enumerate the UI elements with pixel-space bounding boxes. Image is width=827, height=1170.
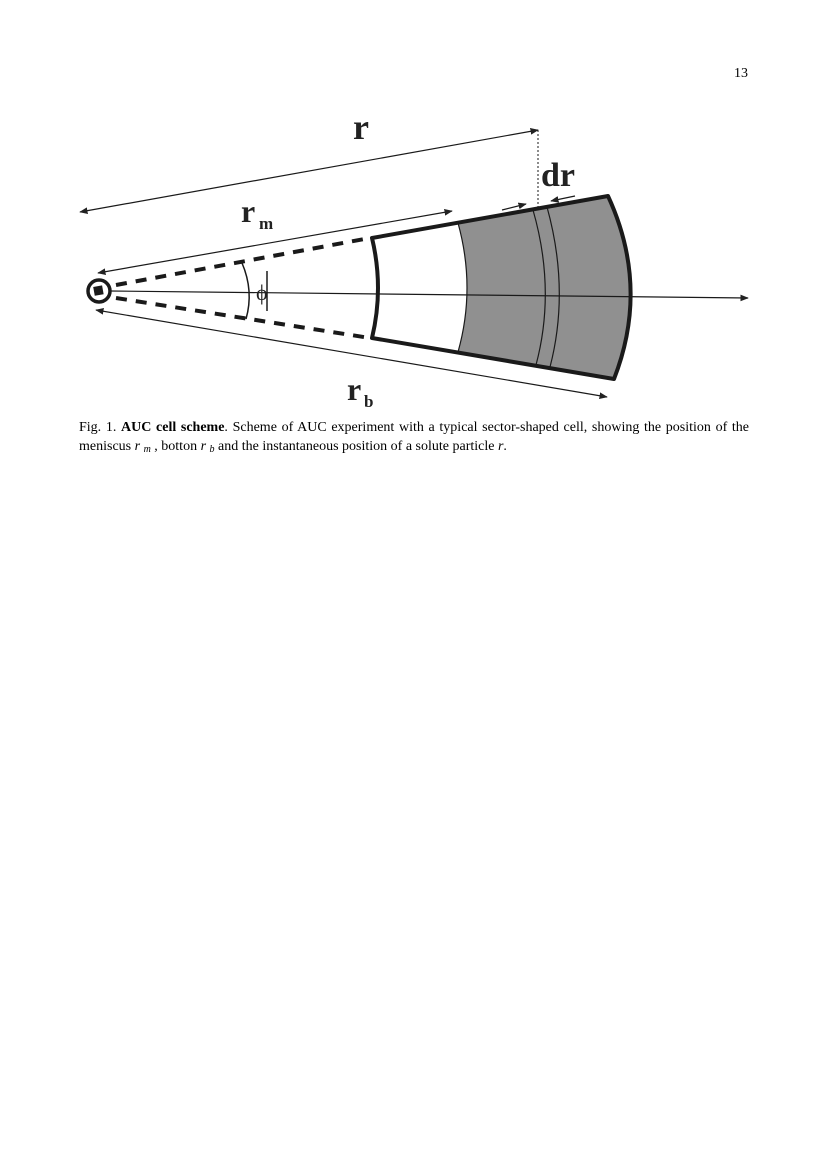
- caption-text-3: and the instantaneous position of a solute particle: [214, 439, 498, 454]
- label-r: r: [353, 107, 369, 147]
- caption-rm-var: r: [134, 439, 141, 454]
- caption-r-var: r: [497, 439, 504, 454]
- label-dr: dr: [541, 157, 575, 194]
- radial-axis: [110, 291, 748, 298]
- caption-rm-sub: m: [143, 444, 151, 455]
- page-number: 13: [734, 66, 748, 81]
- caption-text-1: . Scheme of AUC experiment with a typical sector-shaped cell, showing the position of the meniscus: [79, 420, 749, 454]
- label-rb-subscript: b: [364, 392, 374, 411]
- sector-edge-top-dashed: [116, 238, 370, 285]
- caption-fig-label: Fig. 1.: [79, 420, 117, 435]
- label-rm-subscript: m: [259, 214, 274, 233]
- angle-arc: [242, 263, 249, 319]
- caption-text-2: , botton: [150, 439, 201, 454]
- caption-title: AUC cell scheme: [121, 420, 225, 435]
- sector-edge-bottom-dashed: [116, 298, 370, 338]
- caption-rb-var: r: [200, 439, 207, 454]
- sediment-region: [458, 196, 631, 379]
- label-rb: r: [347, 371, 362, 407]
- figure-caption: [79, 418, 749, 459]
- dr-arrow-right: [551, 196, 575, 201]
- caption-rb-sub: b: [209, 444, 215, 455]
- r-dimension-arrow: [80, 130, 538, 212]
- auc-cell-diagram: [0, 0, 827, 420]
- rm-dimension-arrow: [98, 211, 452, 273]
- label-phi: ϕ: [256, 280, 268, 305]
- caption-text-4: .: [503, 439, 507, 454]
- dr-arrow-left: [502, 204, 526, 210]
- label-rm: r: [241, 193, 256, 229]
